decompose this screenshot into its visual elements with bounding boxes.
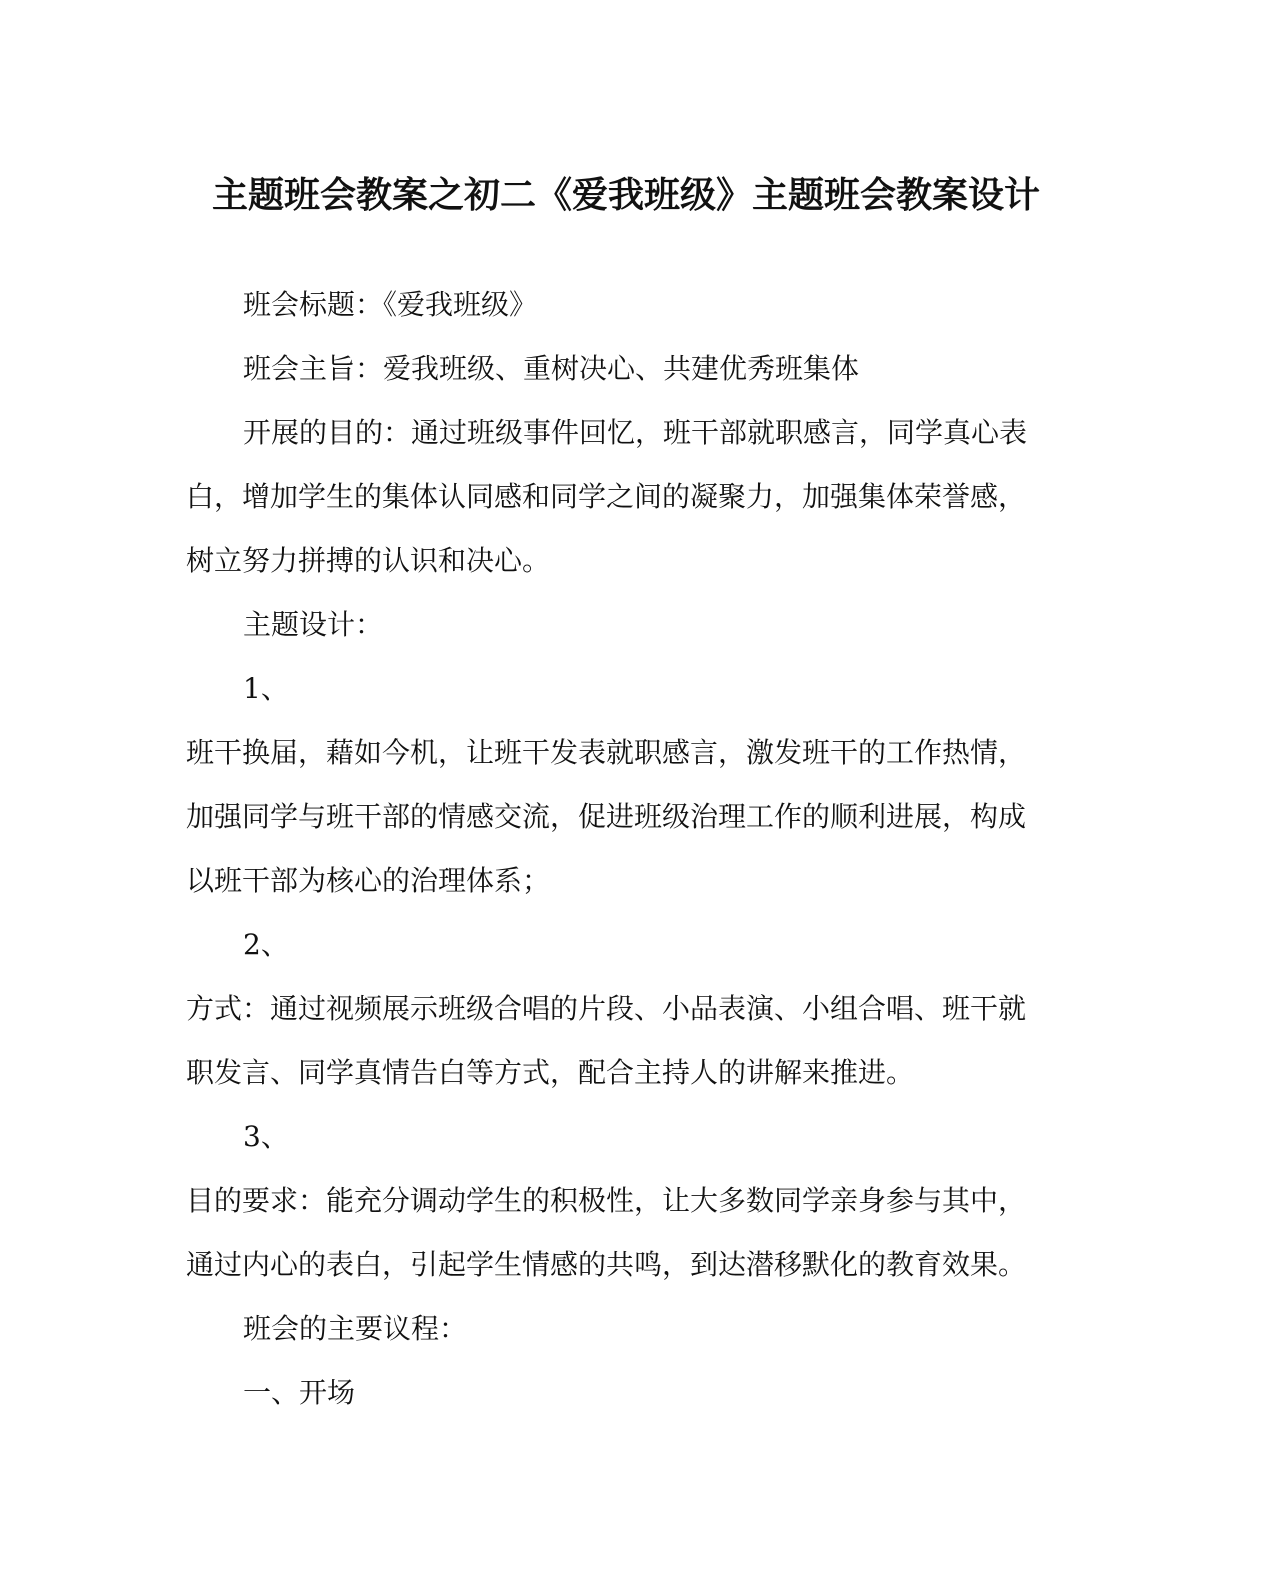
item-1-line-2: 加强同学与班干部的情感交流，促进班级治理工作的顺利进展，构成 xyxy=(186,800,1027,833)
item-1-line-3: 以班干部为核心的治理体系； xyxy=(186,864,551,897)
objective-line-3: 树立努力拼搏的认识和决心。 xyxy=(186,544,551,577)
item-2-line-2: 职发言、同学真情告白等方式，配合主持人的讲解来推进。 xyxy=(186,1056,915,1089)
theme-design-heading: 主题设计： xyxy=(243,608,384,641)
item-1-line-1: 班干换届，藉如今机，让班干发表就职感言，激发班干的工作热情， xyxy=(186,736,1027,769)
item-number-3: 3、 xyxy=(243,1120,289,1153)
document-title: 主题班会教案之初二《爱我班级》主题班会教案设计 xyxy=(211,174,1040,216)
objective-line-1: 开展的目的：通过班级事件回忆，班干部就职感言，同学真心表 xyxy=(243,416,1028,449)
item-3-line-2: 通过内心的表白，引起学生情感的共鸣，到达潜移默化的教育效果。 xyxy=(186,1248,1027,1281)
objective-line-2: 白，增加学生的集体认同感和同学之间的凝聚力，加强集体荣誉感， xyxy=(186,480,1027,513)
agenda-item-opening: 一、开场 xyxy=(243,1376,356,1409)
meeting-purpose-line: 班会主旨：爱我班级、重树决心、共建优秀班集体 xyxy=(243,352,860,385)
agenda-heading: 班会的主要议程： xyxy=(243,1312,468,1345)
item-number-1: 1、 xyxy=(243,672,289,705)
meeting-title-line: 班会标题：《爱我班级》 xyxy=(243,288,538,321)
item-2-line-1: 方式：通过视频展示班级合唱的片段、小品表演、小组合唱、班干就 xyxy=(186,992,1027,1025)
item-3-line-1: 目的要求：能充分调动学生的积极性，让大多数同学亲身参与其中， xyxy=(186,1184,1027,1217)
item-number-2: 2、 xyxy=(243,928,289,961)
